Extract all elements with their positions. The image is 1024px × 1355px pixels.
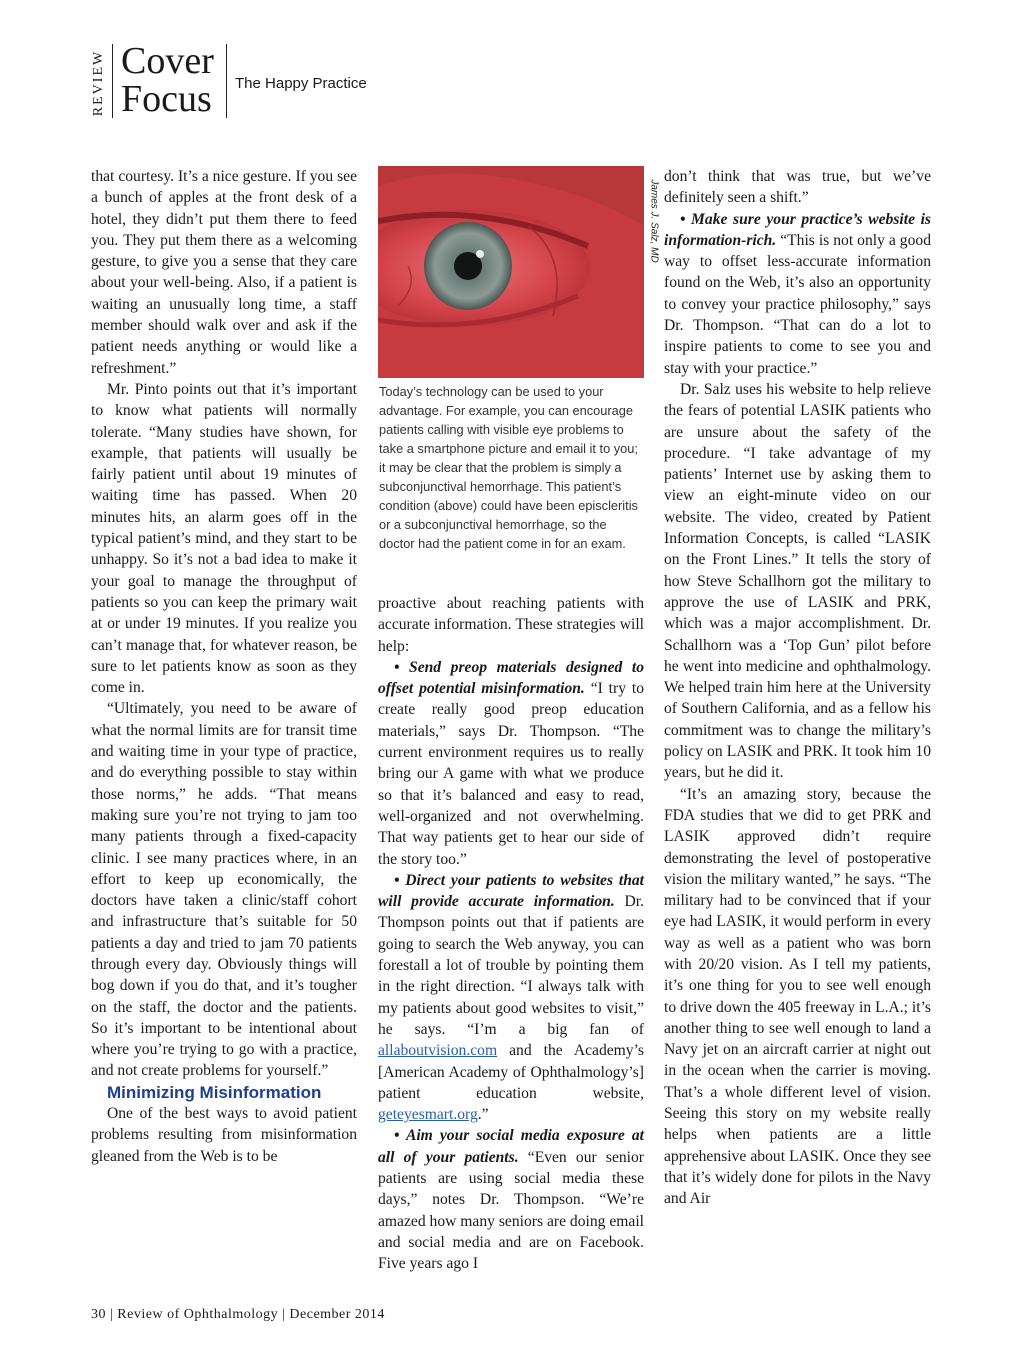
paragraph: proactive about reaching patients with accurate information. These strategies will help: <box>378 595 644 655</box>
eye-photo <box>378 166 644 378</box>
bullet-lead: • Make sure your practice’s website is information-rich. <box>664 210 931 249</box>
bullet-text: and the Academy’s [American Academy of Ophthalmology’s] patient education website, <box>378 1042 644 1102</box>
bullet-lead: • Send preop materials designed to offset potential misinformation. <box>378 658 644 698</box>
column-2 <box>378 593 644 1275</box>
paragraph: “It’s an amazing story, because the FDA studies that we did to get PRK and LASIK approved didn’t require demonstrating the level of postoperative vision the military wanted,” he says. “The military had to be convinced that if your eye had LASIK, it would perform in every way as well as a patient who was born with 20/20 vision. As I tell my patients, it’s one thing for you to see well enough to drive down the 405 freeway in L.A.; it’s another thing to see well enough to land a Navy jet on an aircraft carrier at night out in the ocean when the carrier is moving. That’s a whole different level of vision. Seeing this story on my website really helps when patients are a little apprehensive about LASIK. Once they see that it’s widely done for pilots in the Navy and Air <box>664 785 931 1208</box>
column-1 <box>91 166 357 1167</box>
bullet-paragraph <box>664 209 931 379</box>
column-3 <box>664 166 931 1210</box>
bullet-text: .” <box>477 1106 489 1124</box>
link-geteyesmart[interactable]: geteyesmart.org <box>378 1106 478 1124</box>
bullet-paragraph <box>378 657 644 870</box>
paragraph: that courtesy. It’s a nice gesture. If you see a bunch of apples at the front desk of a hotel, they didn’t put them there to feed you. They put them there as a welcoming gesture, to give you a sense that they care about your well-being. Also, if a patient is waiting an unusually long time, a staff member should walk over and ask if the patient needs anything or would like a refreshment.” <box>91 168 357 377</box>
section-label: REVIEW <box>91 49 106 117</box>
paragraph: “Ultimately, you need to be aware of what the normal limits are for transit time and waiting time in your type of practice, and do everything possible to stay within those norms,” he adds. “That means making sure you’re not trying to jam too many patients through a fixed-capacity clinic. I see many practices where, in an effort to keep up economically, the doctors have taken a clinic/staff cohort and infrastructure that’s suitable for 50 patients a day and tried to jam 70 patients through every day. Obviously things will bog down if you do that, and it’s tougher on the staff, the doctor and the patients. So it’s important to be intentional about where you’re trying to go with a practice, and not create problems for yourself.” <box>91 700 357 1080</box>
paragraph: Dr. Salz uses his website to help relieve the fears of potential LASIK patients who are unsure about the safety of the procedure. “I take advantage of my patients’ Internet use by asking them to view an eight-minute video on our website. The video, created by Patient Information Concepts, is called “LASIK on the Front Lines.” It tells the story of how Steve Schallhorn got the military to approve the use of LASIK and PRK, which was a major accomplishment. Dr. Schallhorn was a ‘Top Gun’ pilot before he went into medicine and ophthalmology. We helped train him here at the University of Southern California, and as a fellow his commitment was to change the military’s policy on LASIK and PRK. It took him 10 years, but he did it. <box>664 380 931 782</box>
paragraph: don’t think that was true, but we’ve definitely seen a shift.” <box>664 168 931 207</box>
header-divider <box>112 44 113 118</box>
link-allaboutvision[interactable]: allaboutvision.com <box>378 1042 498 1060</box>
section-heading: Minimizing Misinformation <box>107 1082 322 1102</box>
bullet-text: “Even our senior patients are using social media these days,” notes Dr. Thompson. “We’re amazed how many seniors are doing email and social media and are on Facebook. Five years ago I <box>378 1148 644 1273</box>
bullet-paragraph <box>378 870 644 1126</box>
bullet-lead: • Direct your patients to websites that will provide accurate information. <box>378 871 644 911</box>
bullet-text: “This is not only a good way to offset less-accurate information found on the Web, it’s also an opportunity to convey your practice philosophy,” says Dr. Thompson. “That can do a lot to inspire patients to come to see you and stay with your practice.” <box>664 231 931 377</box>
page-footer: 30 | Review of Ophthalmology | December 2014 <box>91 1307 385 1322</box>
bullet-text: Dr. Thompson points out that if patients are going to search the Web anyway, you can forestall a lot of trouble by pointing them in the right direction. “I always talk with my patients about good websites to visit,” he says. “I’m a big fan of <box>378 893 644 1038</box>
bullet-lead: • Aim your social media exposure at all of your patients. <box>378 1127 644 1166</box>
bullet-paragraph <box>378 1125 644 1274</box>
header-focus: Focus <box>121 78 212 120</box>
paragraph: Mr. Pinto points out that it’s important to know what patients will normally tolerate. “Many studies have shown, for example, that patients will usually be fairly patient until about 19 minutes of waiting time has passed. When 20 minutes hits, an alarm goes off in the typical patient’s mind, and they start to be unhappy. So it’s not a bad idea to make it your goal to manage the throughput of patients so you can keep the primary wait at or under 19 minutes. If you realize you can’t manage that, for whatever reason, be sure to let patients know as soon as they come in. <box>91 380 357 697</box>
eye-illustration <box>378 166 644 378</box>
paragraph: One of the best ways to avoid patient problems resulting from misinformation gleaned from the Web is to be <box>91 1105 357 1165</box>
header-divider <box>226 44 227 118</box>
photo-caption: Today’s technology can be used to your advantage. For example, you can encourage patients calling with visible eye problems to take a smartphone picture and email it to you; it may be clear that the problem is simply a subconjunctival hemorrhage. This patient’s condition (above) could have been episcleritis or a subconjunctival hemorrhage, so the doctor had the patient come in for an exam. <box>379 384 638 551</box>
header-cover: Cover <box>121 40 214 82</box>
bullet-text: “I try to create really good preop education materials,” says Dr. Thompson. “The current environment requires us to really bring our A game with what we produce so that it’s balanced and easy to read, well-organized and not overwhelming. That way patients get to hear our side of the story too.” <box>378 680 644 868</box>
photo-credit: James J. Salz, MD <box>648 179 660 263</box>
header-subtitle: The Happy Practice <box>235 75 367 92</box>
